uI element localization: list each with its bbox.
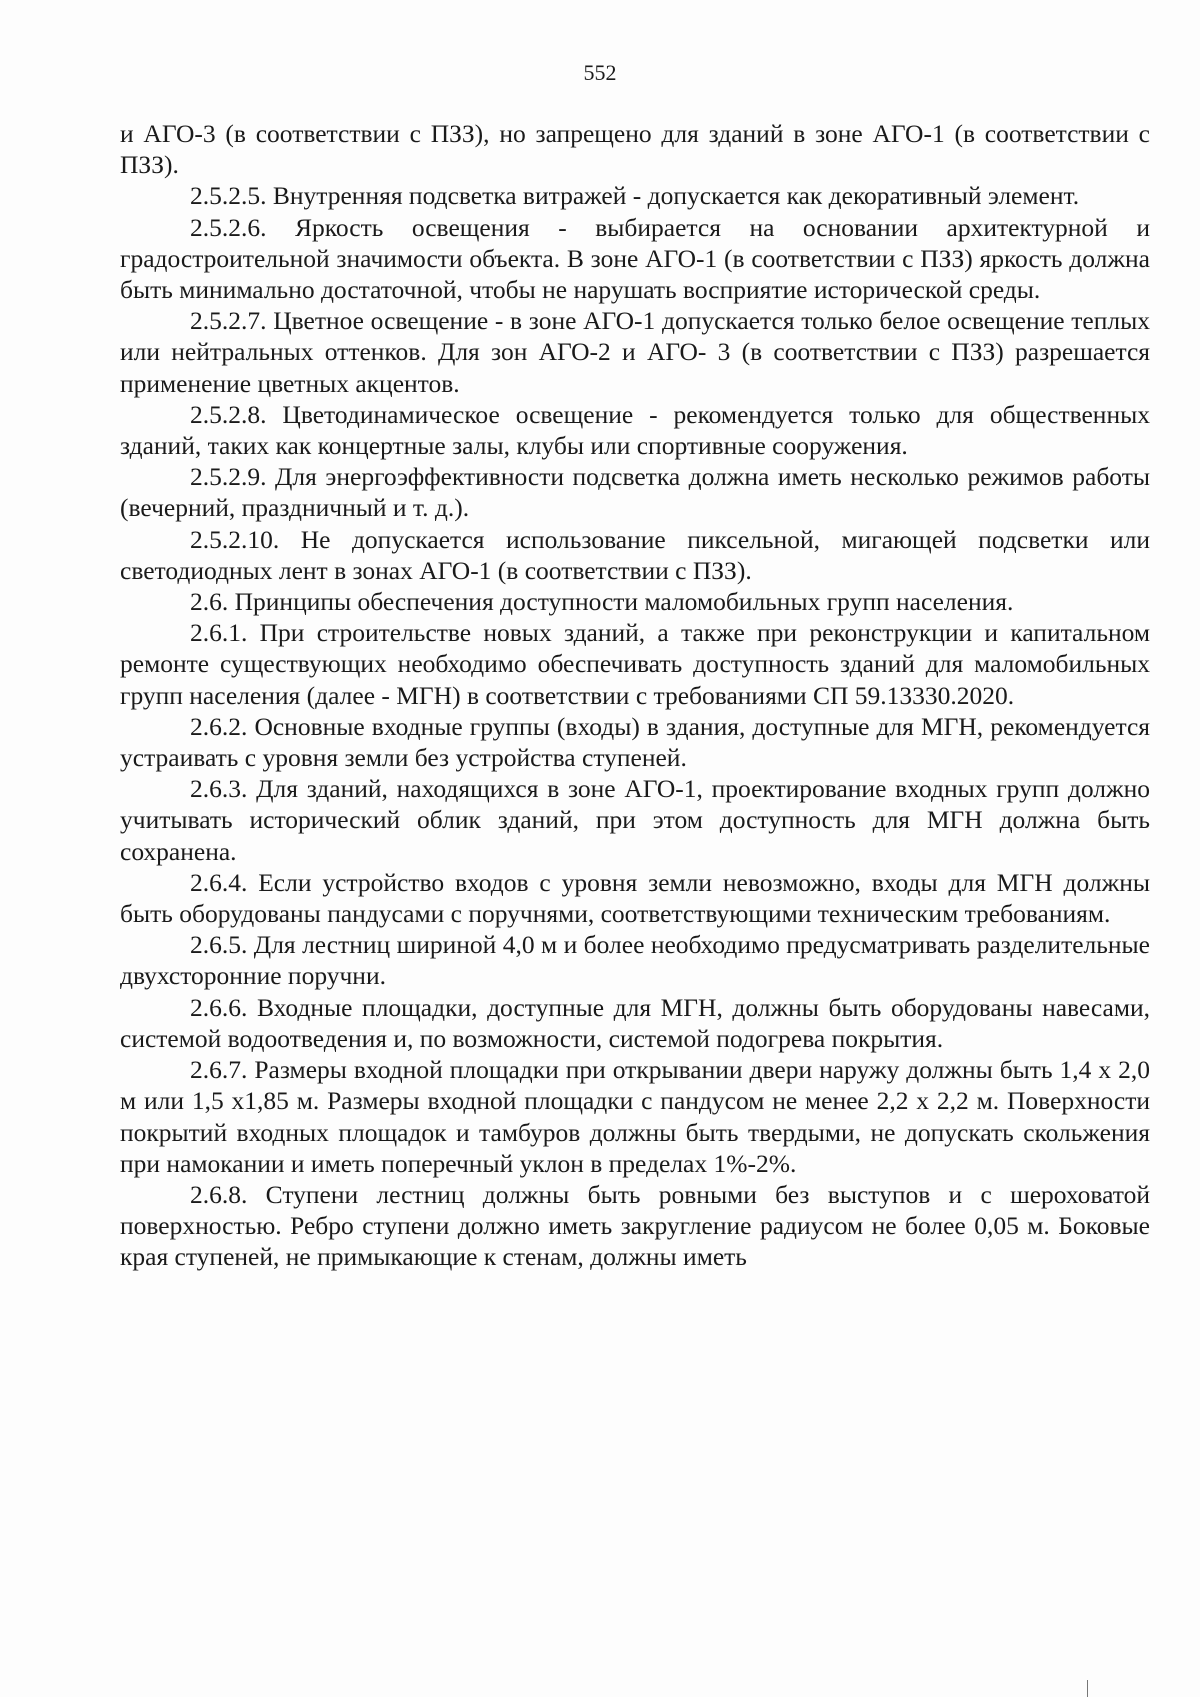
paragraph-2-5-2-6: 2.5.2.6. Яркость освещения - выбирается на основании архитектурной и градостроительной значимости объекта. В зоне АГО-1 (в соответствии с ПЗЗ) яркость должна быть минимально достаточной, чтобы не нарушать восприятие исторической среды.	[120, 212, 1150, 305]
paragraph-2-6-4: 2.6.4. Если устройство входов с уровня земли невозможно, входы для МГН должны быть оборудованы пандусами с поручнями, соответствующими техническим требованиям.	[120, 867, 1150, 929]
paragraph-2-6-5: 2.6.5. Для лестниц шириной 4,0 м и более необходимо предусматривать разделительные двухсторонние поручни.	[120, 930, 1150, 991]
paragraph-2-5-2-5: 2.5.2.5. Внутренняя подсветка витражей - допускается как декоративный элемент.	[190, 181, 1080, 211]
paragraph-2-6-2: 2.6.2. Основные входные группы (входы) в здания, доступные для МГН, рекомендуется устраивать с уровня земли без устройства ступеней.	[120, 711, 1150, 773]
paragraph-2-6-7: 2.6.7. Размеры входной площадки при открывании двери наружу должны быть 1,4 х 2,0 м или 1,5 х1,85 м. Размеры входной площадки с пандусом не менее 2,2 х 2,2 м. Поверхности покрытий входных площадок и тамбуров должны быть твердыми, не допускать скольжения при намокании и иметь поперечный уклон в пределах 1%-2%.	[120, 1055, 1150, 1178]
paragraph-2-6-6: 2.6.6. Входные площадки, доступные для МГН, должны быть оборудованы навесами, системой водоотведения и, по возможности, системой подогрева покрытия.	[120, 992, 1150, 1053]
paragraph-2-5-2-9: 2.5.2.9. Для энергоэффективности подсветка должна иметь несколько режимов работы (вечерний, праздничный и т. д.).	[120, 462, 1150, 523]
page-number: 552	[583, 60, 617, 85]
paragraph-2-5-2-7: 2.5.2.7. Цветное освещение - в зоне АГО-1 допускается только белое освещение теплых или нейтральных оттенков. Для зон АГО-2 и АГО- 3 (в соответствии с ПЗЗ) разрешается применение цветных акцентов.	[120, 306, 1150, 398]
scan-edge-mark	[1087, 1680, 1088, 1697]
paragraph-2-5-2-10: 2.5.2.10. Не допускается использование пиксельной, мигающей подсветки или светодиодных лент в зонах АГО-1 (в соответствии с ПЗЗ).	[120, 524, 1150, 585]
section-heading-2-6: 2.6. Принципы обеспечения доступности маломобильных групп населения.	[190, 587, 1014, 617]
paragraph-2-6-1: 2.6.1. При строительстве новых зданий, а также при реконструкции и капитальном ремонте существующих необходимо обеспечивать доступность зданий для маломобильных групп населения (далее - МГН) в соответствии с требованиями СП 59.13330.2020.	[120, 618, 1150, 710]
paragraph-2-5-2-8: 2.5.2.8. Цветодинамическое освещение - рекомендуется только для общественных зданий, таких как концертные залы, клубы или спортивные сооружения.	[120, 399, 1150, 461]
paragraph-2-6-8: 2.6.8. Ступени лестниц должны быть ровными без выступов и с шероховатой поверхностью. Ребро ступени должно иметь закругление радиусом не более 0,05 м. Боковые края ступеней, не примыкающие к стенам, должны иметь	[120, 1179, 1150, 1272]
paragraph-2-6-3: 2.6.3. Для зданий, находящихся в зоне АГО-1, проектирование входных групп должно учитывать исторический облик зданий, при этом доступность для МГН должна быть сохранена.	[120, 774, 1150, 866]
paragraph-continuation: и АГО-3 (в соответствии с ПЗЗ), но запрещено для зданий в зоне АГО-1 (в соответствии с ПЗЗ).	[120, 119, 1150, 180]
document-body	[120, 118, 1150, 1273]
